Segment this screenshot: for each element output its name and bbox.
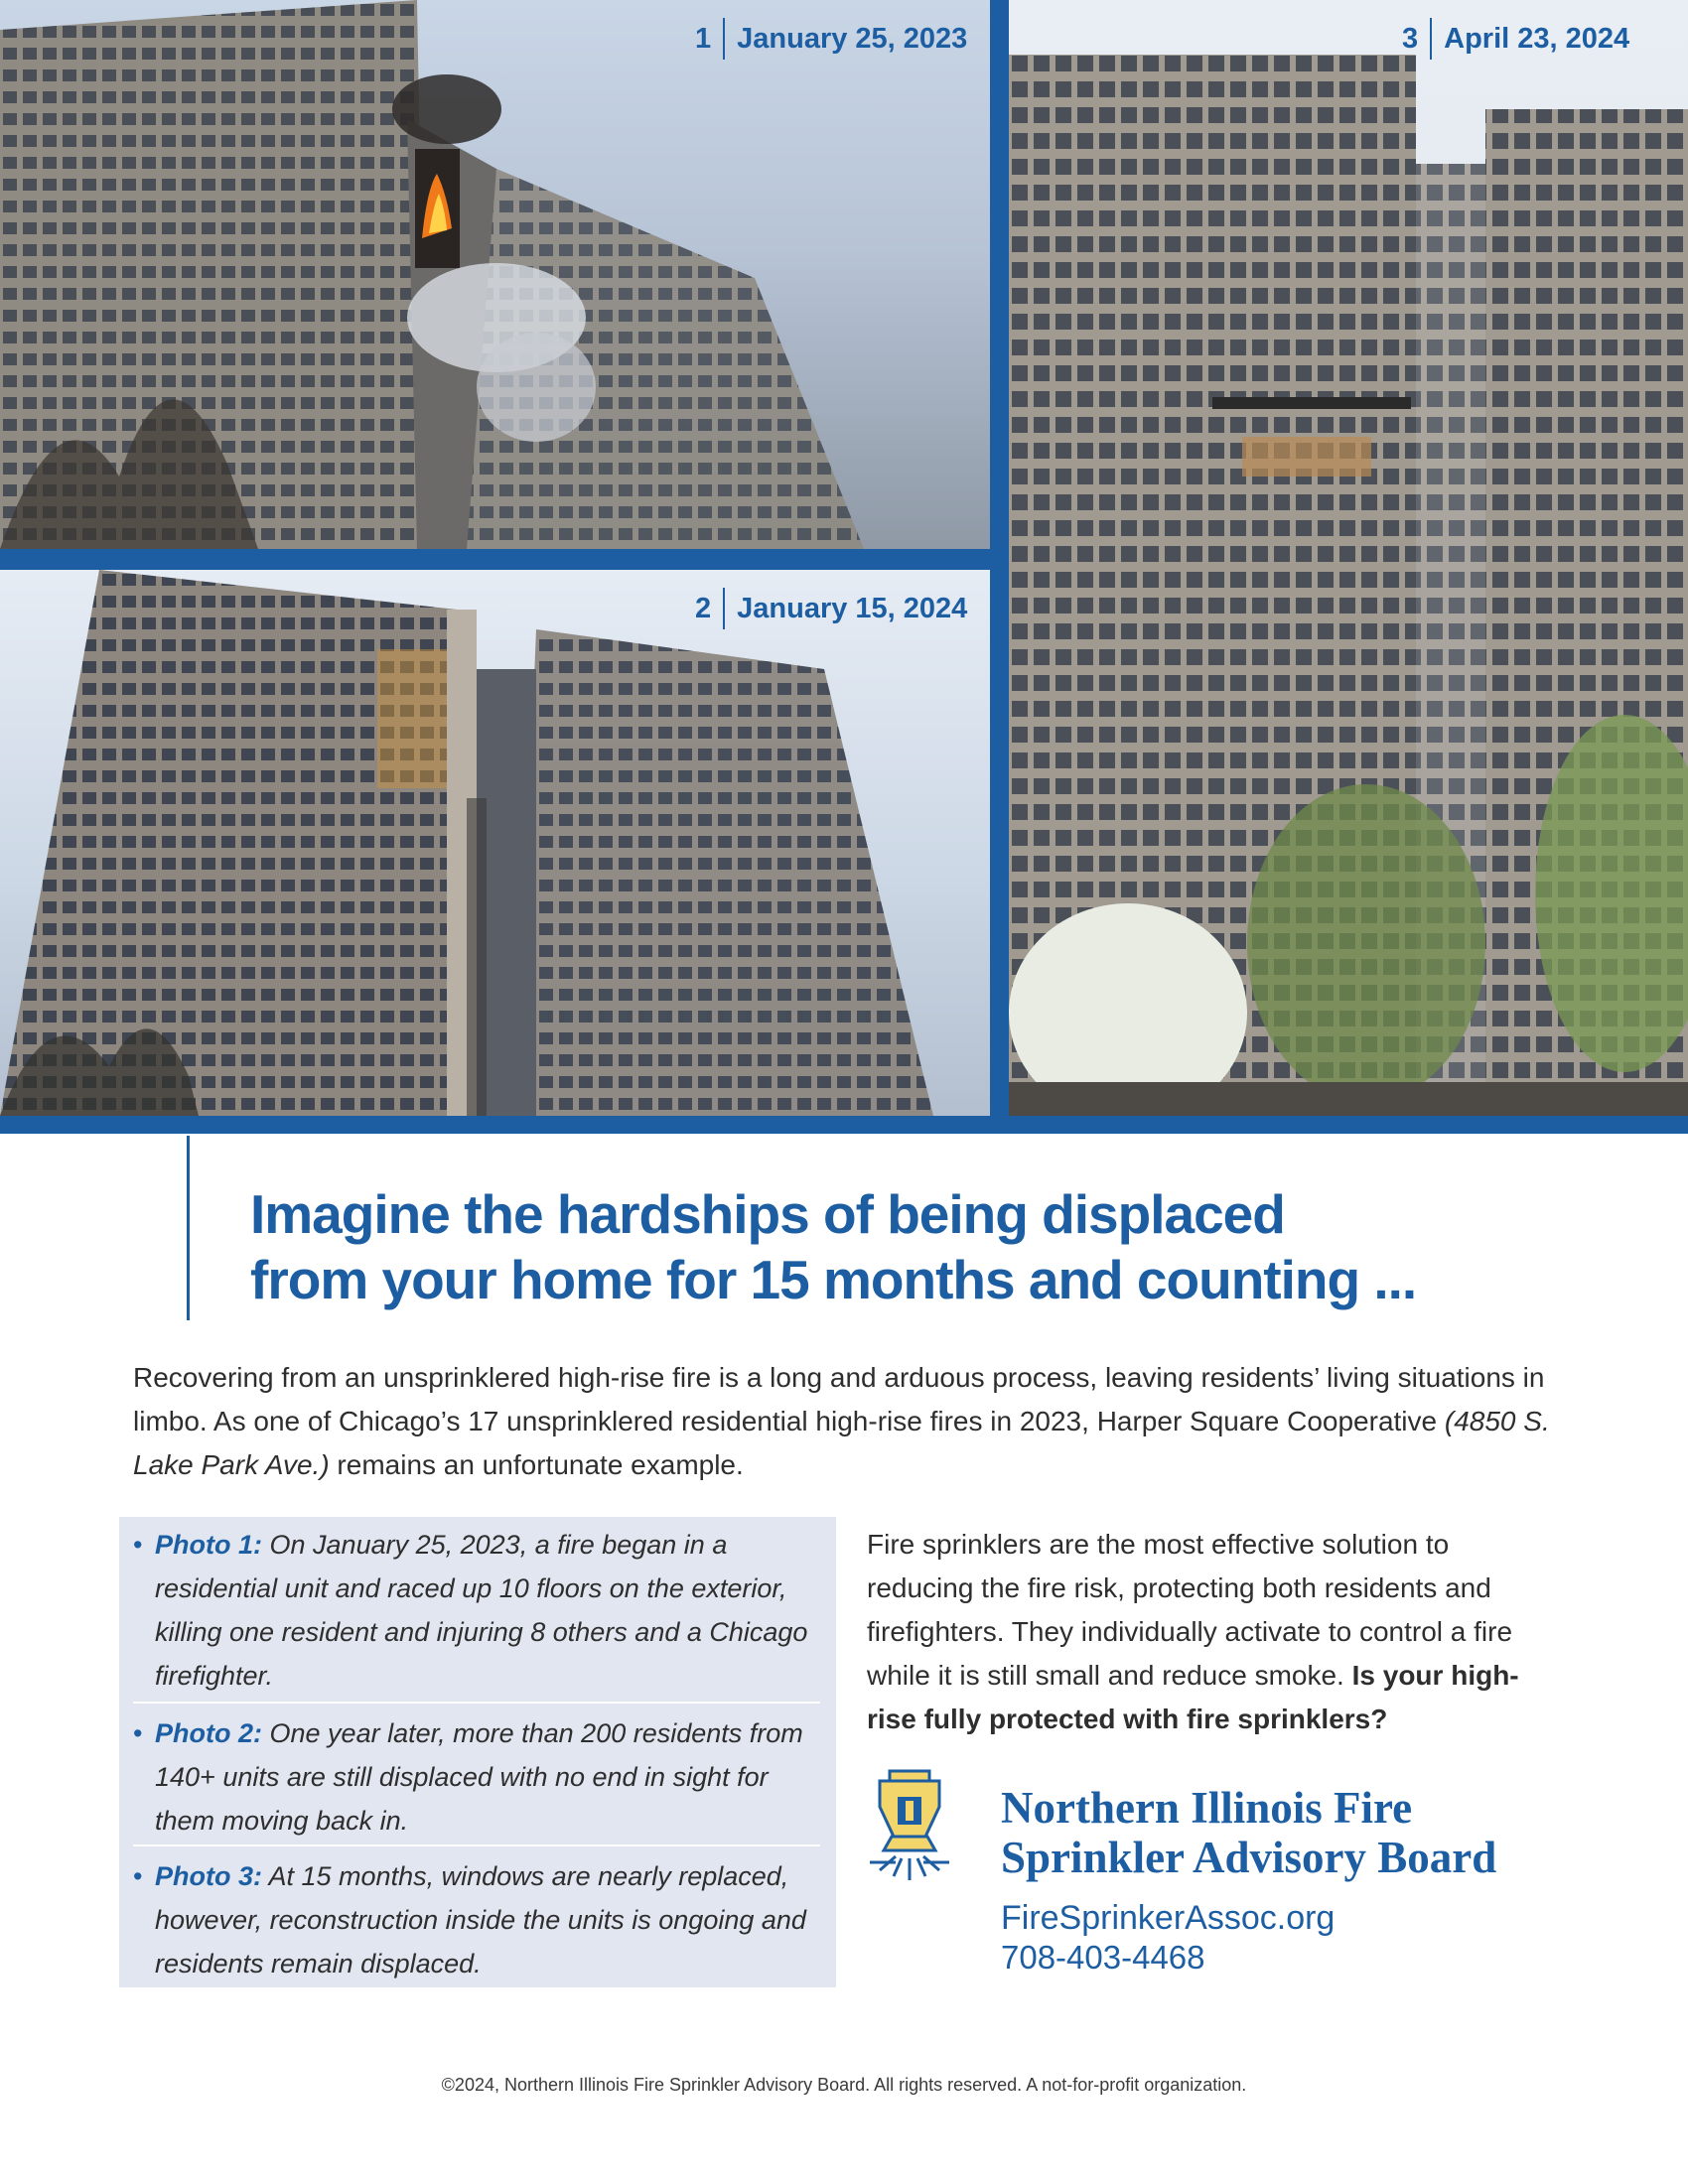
organization-name bbox=[1001, 1783, 1636, 1882]
photo-1-number: 1 bbox=[695, 22, 712, 55]
photo-1-date-tag bbox=[695, 18, 967, 60]
bullet-photo-3 bbox=[133, 1854, 820, 1985]
page-headline bbox=[250, 1181, 1541, 1312]
organization-phone: 708-403-4468 bbox=[1001, 1939, 1205, 1976]
headline-accent-rule bbox=[187, 1136, 190, 1320]
copyright-footer: ©2024, Northern Illinois Fire Sprinkler Advisory Board. All rights reserved. A not-for-profit organization. bbox=[441, 2075, 1247, 2095]
intro-address: (4850 S. Lake Park Ave.) bbox=[133, 1406, 1550, 1480]
photo-3-date-tag bbox=[1402, 18, 1629, 60]
headline-line-2: from your home for 15 months and counting ... bbox=[250, 1249, 1417, 1310]
sprinkler-paragraph bbox=[867, 1523, 1562, 1741]
bullet-divider bbox=[133, 1702, 820, 1704]
photo-2-number: 2 bbox=[695, 592, 712, 624]
sprinkler-question: Is your high-rise fully protected with fire sprinklers? bbox=[867, 1660, 1519, 1734]
photo-2-one-year-later bbox=[0, 570, 990, 1116]
organization-name-line-1: Northern Illinois Fire bbox=[1001, 1783, 1413, 1833]
photo-notes-box bbox=[119, 1517, 836, 1987]
date-tag-divider bbox=[723, 18, 725, 60]
intro-text: Recovering from an unsprinklered high-rise fire is a long and arduous process, leaving residents’ living situations in limbo. As one of Chicago’s 17 unsprinklered residential high-rise fires in 2023, Harper Square Cooperative bbox=[133, 1362, 1545, 1436]
bullet-text: On January 25, 2023, a fire began in a residential unit and raced up 10 floors on the exterior, killing one resident and injuring 8 others and a Chicago firefighter. bbox=[155, 1530, 808, 1691]
intro-paragraph bbox=[133, 1356, 1563, 1487]
photo-3-fifteen-months bbox=[1009, 0, 1688, 1116]
building-fire-illustration bbox=[0, 0, 990, 549]
fire-sprinkler-icon bbox=[866, 1767, 953, 1886]
date-tag-divider bbox=[723, 588, 725, 629]
photo-1-date: January 25, 2023 bbox=[737, 22, 968, 55]
headline-line-1: Imagine the hardships of being displaced bbox=[250, 1183, 1285, 1245]
bullet-marker: • bbox=[133, 1861, 143, 1891]
bullet-marker: • bbox=[133, 1718, 143, 1748]
bullet-label: Photo 2: bbox=[155, 1718, 262, 1748]
organization-website-link[interactable]: FireSprinkerAssoc.org bbox=[1001, 1899, 1336, 1937]
sprinkler-text: Fire sprinklers are the most effective solution to reducing the fire risk, protecting both residents and firefighters. They individually activate to control a fire while it is still small and reduce smoke. bbox=[867, 1529, 1513, 1691]
organization-name-line-2: Sprinkler Advisory Board bbox=[1001, 1833, 1497, 1882]
photo-3-date: April 23, 2024 bbox=[1444, 22, 1630, 55]
bullet-label: Photo 1: bbox=[155, 1530, 262, 1560]
photo-2-date-tag bbox=[695, 588, 967, 629]
bullet-text: At 15 months, windows are nearly replaced, however, reconstruction inside the units is ongoing and residents remain displaced. bbox=[155, 1861, 806, 1979]
bullet-label: Photo 3: bbox=[155, 1861, 262, 1891]
building-repair-illustration bbox=[1009, 0, 1688, 1116]
date-tag-divider bbox=[1430, 18, 1432, 60]
bullet-photo-2 bbox=[133, 1711, 820, 1843]
photo-1-fire bbox=[0, 0, 990, 549]
bullet-photo-1 bbox=[133, 1523, 820, 1698]
bullet-text: One year later, more than 200 residents from 140+ units are still displaced with no end in sight for them moving back in. bbox=[155, 1718, 803, 1836]
bullet-marker: • bbox=[133, 1530, 143, 1560]
bullet-divider bbox=[133, 1844, 820, 1846]
building-damaged-illustration bbox=[0, 570, 990, 1116]
photo-3-number: 3 bbox=[1402, 22, 1419, 55]
photo-2-date: January 15, 2024 bbox=[737, 592, 968, 624]
intro-text-end: remains an unfortunate example. bbox=[329, 1449, 744, 1480]
